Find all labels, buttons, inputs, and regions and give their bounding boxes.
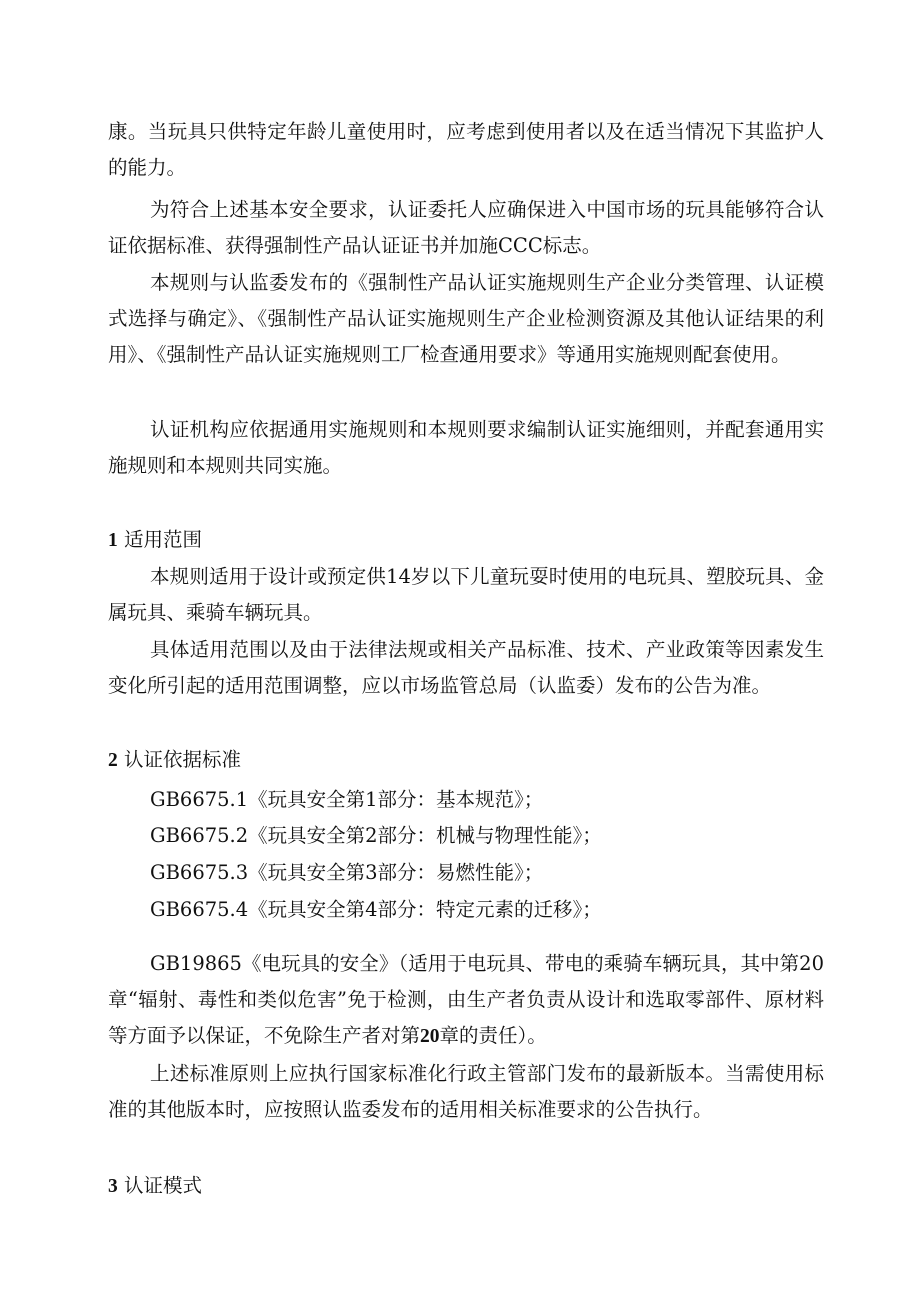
standard-gb6675-1: GB6675.1《玩具安全第1部分：基本规范》； <box>150 788 544 811</box>
section-1-title: 适用范围 <box>123 528 202 551</box>
paragraph-ccc-requirement: 为符合上述基本安全要求，认证委托人应确保进入中国市场的玩具能够符合认证依据标准、获得强制性产品认证证书并加施CCC标志。 <box>108 198 824 257</box>
paragraph-implementation-details: 认证机构应依据通用实施规则和本规则要求编制认证实施细则，并配套通用实施规则和本规则共同实施。 <box>108 418 824 477</box>
standard-gb6675-4: GB6675.4《玩具安全第4部分：特定元素的迁移》； <box>150 898 602 921</box>
paragraph-gb19865 <box>108 946 824 1055</box>
gb19865-text-end: 章的责任）。 <box>439 1024 547 1047</box>
section-2-heading <box>108 742 824 779</box>
section-3-number: 3 <box>108 1176 118 1197</box>
paragraph-scope: 本规则适用于设计或预定供14岁以下儿童玩耍时使用的电玩具、塑胶玩具、金属玩具、乘骑车辆玩具。 <box>108 565 824 624</box>
section-2-number: 2 <box>108 750 118 771</box>
gb19865-chapter-number: 20 <box>420 1026 440 1047</box>
paragraph-standard-versions: 上述标准原则上应执行国家标准化行政主管部门发布的最新版本。当需使用标准的其他版本时，应按照认监委发布的适用相关标准要求的公告执行。 <box>108 1062 824 1121</box>
paragraph-general-rules: 本规则与认监委发布的《强制性产品认证实施规则生产企业分类管理、认证模式选择与确定》、《强制性产品认证实施规则生产企业检测资源及其他认证结果的利用》、《强制性产品认证实施规则工厂检查通用要求》等通用实施规则配套使用。 <box>108 271 824 366</box>
standard-gb6675-3: GB6675.3《玩具安全第3部分：易燃性能》； <box>150 861 544 884</box>
section-1-heading <box>108 522 824 559</box>
section-3-heading <box>108 1168 824 1205</box>
section-2-title: 认证依据标准 <box>123 748 241 771</box>
paragraph-safety-ability: 康。当玩具只供特定年龄儿童使用时，应考虑到使用者以及在适当情况下其监护人的能力。 <box>108 120 824 179</box>
paragraph-scope-adjustment: 具体适用范围以及由于法律法规或相关产品标准、技术、产业政策等因素发生变化所引起的适用范围调整，应以市场监管总局（认监委）发布的公告为准。 <box>108 638 824 697</box>
standard-gb6675-2: GB6675.2《玩具安全第2部分：机械与物理性能》； <box>150 824 602 847</box>
section-1-number: 1 <box>108 530 118 551</box>
gb19865-text: GB19865《电玩具的安全》（适用于电玩具、带电的乘骑车辆玩具，其中第20章“辐射、毒性和类似危害”免于检测，由生产者负责从设计和选取零部件、原材料等方面予以保证，不免除生产者对第 <box>108 952 824 1047</box>
section-3-title: 认证模式 <box>123 1174 202 1197</box>
